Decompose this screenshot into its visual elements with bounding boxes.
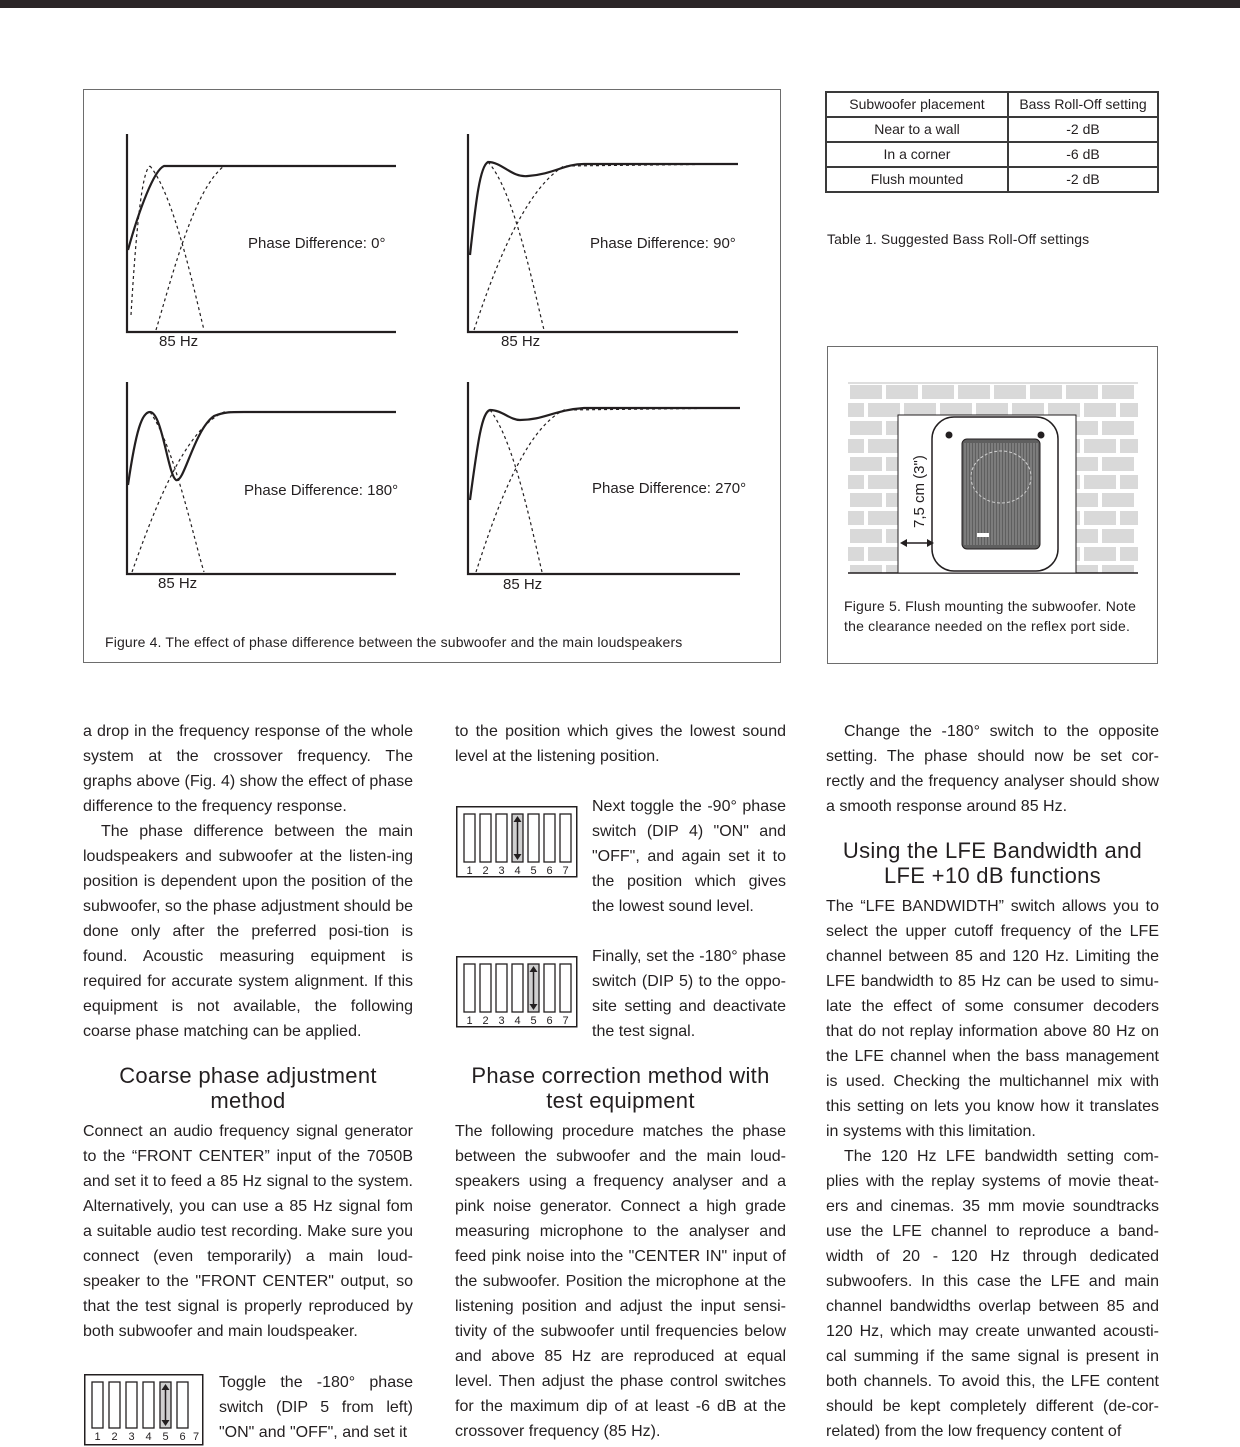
table-cell: -2 dB <box>1008 117 1158 142</box>
table-cell: In a corner <box>826 142 1008 167</box>
section-heading: Coarse phase adjustment method <box>119 1063 377 1113</box>
paragraph: The “LFE BANDWIDTH” switch allows you to select the upper cutoff frequency of the LFE channel between 85 and 120 Hz. Limiting the LFE bandwidth to 85 Hz can be used to simu-late the effect of some consumer decoders that do not replay information above 80 Hz on the LFE channel when the bass management is used. Checking the multichannel mix with this setting on lets you know how it translates in systems with this limitation. <box>826 898 1159 1140</box>
clearance-dimension-label: 7,5 cm (3") <box>911 455 928 528</box>
dip-number: 2 <box>111 1431 118 1443</box>
paragraph: The following procedure matches the phase between the subwoofer and the main loud-speakers using a frequency analyser and a pink noise generator. Connect a high grade measuring microphone to the analyser and feed pink noise into the "CENTER IN" input of the subwoofer. Position the microphone at the listening position and adjust the input sensi-tivity of the subwoofer until frequencies below and above 85 Hz are reproduced at equal level. Then adjust the phase control switches for the maximum dip of at least -6 dB at the crossover frequency (85 Hz). <box>455 1123 786 1440</box>
mounting-screw-icon <box>1038 432 1045 439</box>
combined-response-curve <box>128 412 396 485</box>
graph-axes <box>468 382 740 574</box>
dip-switch-graphic <box>456 806 578 878</box>
text-column-3 <box>826 719 1159 1444</box>
table-header: Bass Roll-Off setting <box>1008 92 1158 117</box>
dip-number: 3 <box>498 1015 505 1027</box>
flush-mount-illustration <box>828 347 1159 587</box>
table-cell: -2 dB <box>1008 167 1158 192</box>
dip-switch-diagram-dip5-second <box>456 956 578 1028</box>
table-row <box>826 142 1158 167</box>
graph-axes <box>127 134 396 332</box>
freq-label-180: 85 Hz <box>158 575 198 592</box>
phase-label-180: Phase Difference: 180° <box>244 482 399 499</box>
freq-label-0: 85 Hz <box>159 333 199 350</box>
table-cell: Flush mounted <box>826 167 1008 192</box>
figure-4 <box>83 89 781 663</box>
table-1-caption: Table 1. Suggested Bass Roll-Off settings <box>827 231 1090 247</box>
dip-switch-graphic <box>84 1374 204 1446</box>
freq-label-270: 85 Hz <box>503 576 543 593</box>
dip-number: 4 <box>514 865 521 877</box>
figure-4-caption: Figure 4. The effect of phase difference between the subwoofer and the main loudspeakers <box>105 634 683 650</box>
graph-phase-180 <box>127 382 399 574</box>
dip-number: 3 <box>128 1431 135 1443</box>
graph-axes <box>127 382 399 574</box>
table-header: Subwoofer placement <box>826 92 1008 117</box>
dip-number: 4 <box>145 1431 152 1443</box>
phase-label-270: Phase Difference: 270° <box>592 480 747 497</box>
figure-5 <box>827 346 1158 664</box>
paragraph: a drop in the frequency response of the whole system at the crossover frequency. The graphs above (Fig. 4) show the effect of phase difference to the frequency response. <box>83 723 413 815</box>
graph-phase-270 <box>468 382 740 574</box>
paragraph: to the position which gives the lowest sound level at the listening position. <box>455 723 786 765</box>
table-cell: Near to a wall <box>826 117 1008 142</box>
dip-number: 5 <box>162 1431 169 1443</box>
dip-number: 4 <box>514 1015 521 1027</box>
paragraph: Change the -180° switch to the opposite setting. The phase should now be set cor-rectly and the frequency analyser should show a smooth response around 85 Hz. <box>826 723 1159 815</box>
subwoofer-grille <box>962 439 1040 549</box>
bass-rolloff-table <box>825 91 1159 193</box>
text-column-2-bottom <box>455 1063 786 1444</box>
table-cell: -6 dB <box>1008 142 1158 167</box>
dip-switch-diagram-dip5 <box>84 1374 204 1446</box>
top-bar <box>0 0 1240 8</box>
dip-switch-graphic <box>456 956 578 1028</box>
dip-number: 6 <box>546 1015 553 1027</box>
phase-label-0: Phase Difference: 0° <box>248 235 386 252</box>
dip4-instruction: Next toggle the -90° phase switch (DIP 4) "ON" and "OFF", and again set it to the position which gives the lowest sound level. <box>592 798 786 915</box>
mounting-screw-icon <box>946 432 953 439</box>
dip-switch-diagram-dip4 <box>456 806 578 878</box>
dip-number: 5 <box>530 865 537 877</box>
dip-number: 1 <box>94 1431 101 1443</box>
table-row <box>826 167 1158 192</box>
section-heading: Phase correction method with test equipment <box>471 1063 770 1113</box>
dip-number: 6 <box>546 865 553 877</box>
graph-phase-90 <box>468 134 738 332</box>
dip-number: 2 <box>482 1015 489 1027</box>
graph-phase-0 <box>127 134 396 332</box>
subwoofer-rolloff-curve <box>488 162 544 330</box>
dip-number: 7 <box>192 1431 200 1443</box>
table-row <box>826 117 1158 142</box>
paragraph: The phase difference between the main loudspeakers and subwoofer at the listen-ing position is dependent upon the position of the subwoofer, so the phase adjustment should be done only after the preferred posi-tion is found. Acoustic measuring equipment is required for accurate system alignment. If this equipment is not available, the following coarse phase matching can be applied. <box>83 823 413 1040</box>
dip-number: 5 <box>530 1015 537 1027</box>
dip-number: 2 <box>482 865 489 877</box>
dip-number: 1 <box>466 865 473 877</box>
dip5-final-instruction: Finally, set the -180° phase switch (DIP 5) to the oppo-site setting and deactivate the test signal. <box>592 948 786 1040</box>
dip-number: 6 <box>179 1431 186 1443</box>
text-column-1 <box>83 719 413 1344</box>
dip5-instruction: Toggle the -180° phase switch (DIP 5 from left) "ON" and "OFF", and set it <box>219 1374 413 1441</box>
text-column-2-top <box>455 719 786 771</box>
dip-number: 3 <box>498 865 505 877</box>
subwoofer-rolloff-curve <box>490 410 542 572</box>
dip-number: 7 <box>562 865 569 877</box>
table-header-row <box>826 92 1158 117</box>
subwoofer-response-curve <box>131 166 150 315</box>
subwoofer-rolloff-curve <box>150 166 204 330</box>
figure-5-caption: Figure 5. Flush mounting the subwoofer. Note the clearance needed on the reflex port side. <box>844 598 1137 634</box>
phase-label-90: Phase Difference: 90° <box>590 235 736 252</box>
section-heading: Using the LFE Bandwidth and LFE +10 dB functions <box>842 838 1143 888</box>
dip-number: 7 <box>562 1015 569 1027</box>
paragraph: Connect an audio frequency signal generator to the “FRONT CENTER” input of the 7050B and set it to feed a 85 Hz signal to the system. Alternatively, you can use a 85 Hz signal fom a suitable audio test recording. Make sure you connect (even temporarily) a main loud-speaker to the "FRONT CENTER" output, so that the test signal is properly reproduced by both subwoofer and main loudspeaker. <box>83 1123 413 1340</box>
dip-number: 1 <box>466 1015 473 1027</box>
paragraph: The 120 Hz LFE bandwidth setting com-plies with the replay systems of movie theat-ers and cinemas. 35 mm movie soundtracks use the LFE channel to reproduce a band-width of 20 - 120 Hz through dedicated subwoofers. In this case the LFE and main channel bandwidths overlap between 85 and 120 Hz, which may create unwanted acousti-cal summing if the same signal is present in both channels. To avoid this, the LFE content should be kept completely different (de-cor-related) from the low frequency content of <box>826 1148 1159 1440</box>
freq-label-90: 85 Hz <box>501 333 541 350</box>
